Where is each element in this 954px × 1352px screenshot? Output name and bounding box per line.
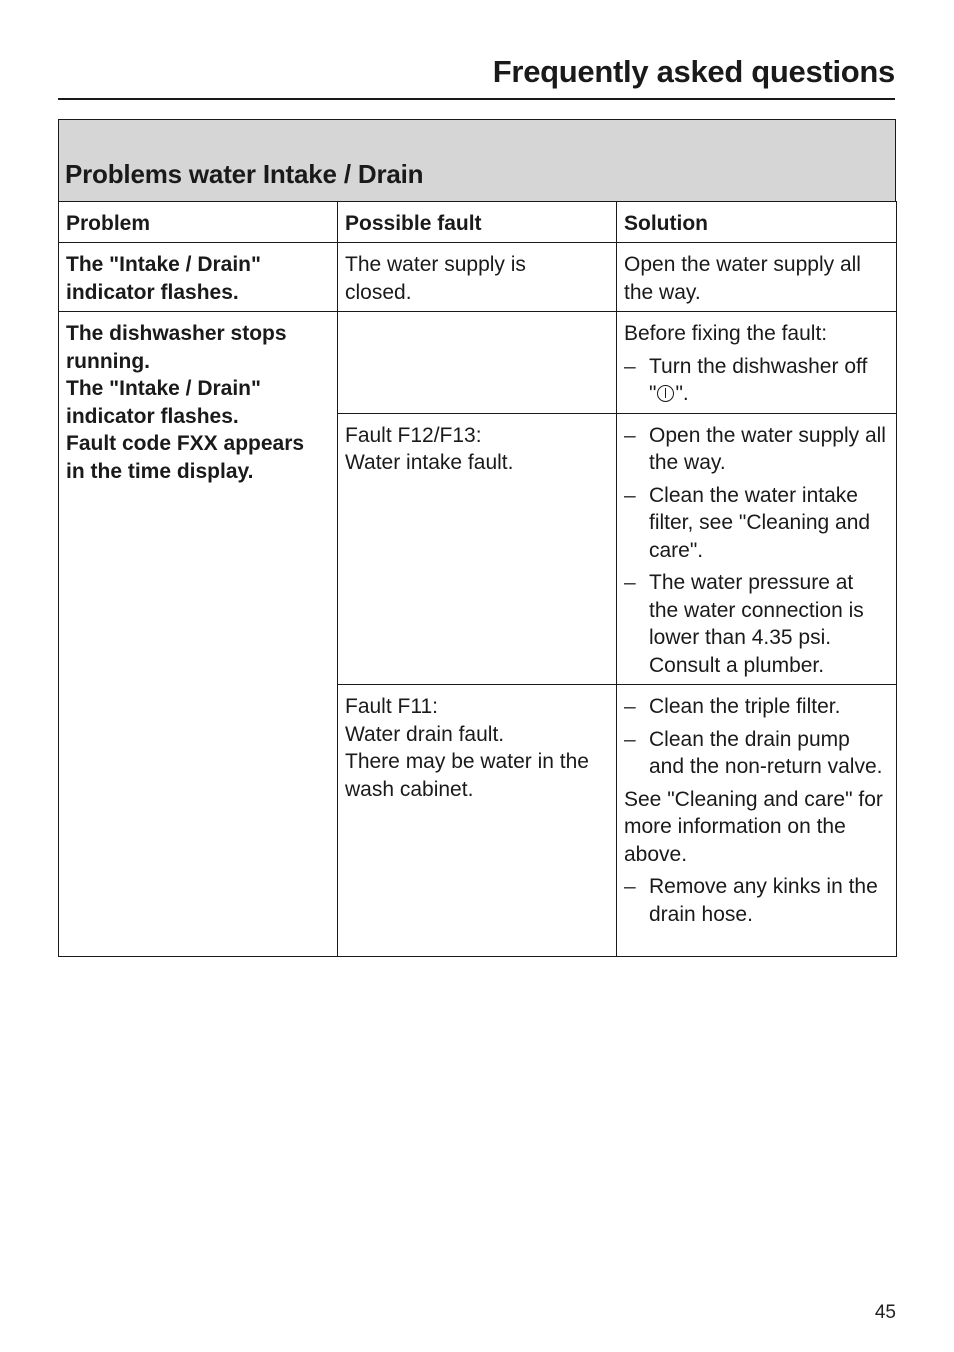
list-item: – Open the water supply all the way. — [624, 422, 888, 477]
fault-text: Water intake fault. — [345, 451, 514, 474]
column-header-possible-fault: Possible fault — [338, 202, 617, 243]
solution-cell — [617, 243, 897, 312]
fault-text: Water drain fault. — [345, 722, 505, 746]
solution-text: the way. — [624, 280, 701, 304]
solution-list — [624, 873, 888, 928]
faq-table — [58, 201, 897, 957]
fault-cell — [338, 243, 617, 312]
section-header-box — [58, 119, 896, 202]
solution-cell — [617, 312, 897, 414]
fault-text: The water supply is — [345, 253, 526, 276]
page-number: 45 — [874, 1302, 896, 1323]
problem-cell — [59, 312, 338, 957]
fault-cell — [338, 685, 617, 957]
fault-text: wash cabinet. — [345, 777, 474, 801]
problem-text: indicator flashes. — [66, 280, 239, 304]
fault-cell-empty — [338, 312, 617, 414]
solution-cell — [617, 685, 897, 957]
column-header-problem: Problem — [59, 202, 338, 243]
fault-text: There may be water in the — [345, 750, 589, 773]
problem-text: The dishwasher stops — [66, 322, 287, 345]
fault-text: Fault F11: — [345, 695, 438, 718]
solution-text: Turn the dishwasher off — [649, 354, 868, 378]
problem-text: The "Intake / Drain" — [66, 253, 261, 276]
problem-cell — [59, 243, 338, 312]
section-heading: Problems water Intake / Drain — [65, 159, 424, 189]
problem-text: running. — [66, 349, 150, 373]
page-title: Frequently asked questions — [492, 54, 895, 89]
solution-note: See "Cleaning and care" for more information on the above. — [624, 787, 883, 866]
solution-list — [624, 422, 888, 680]
list-item: – Clean the drain pump and the non-return valve. — [624, 726, 888, 781]
problem-text: Fault code FXX appears — [66, 432, 305, 455]
solution-cell — [617, 413, 897, 685]
problem-text: The "Intake / Drain" — [66, 377, 261, 400]
table-header-row — [59, 202, 897, 243]
fault-text: closed. — [345, 280, 412, 304]
fault-cell — [338, 413, 617, 685]
solution-text: Open the water supply all — [624, 253, 861, 276]
quote-open: " — [649, 382, 657, 405]
solution-list — [624, 353, 888, 408]
list-item: – Clean the water intake filter, see "Cleaning and care". — [624, 482, 888, 565]
power-off-icon — [657, 385, 674, 402]
list-item: – Remove any kinks in the drain hose. — [624, 873, 888, 928]
list-item: – The water pressure at the water connection is lower than 4.35 psi. Consult a plumber. — [624, 569, 888, 679]
list-item: – Clean the triple filter. — [624, 693, 888, 721]
list-item — [624, 353, 888, 408]
solution-list — [624, 693, 888, 781]
table-row — [59, 243, 897, 312]
solution-intro: Before fixing the fault: — [624, 322, 828, 345]
title-divider — [58, 98, 895, 100]
table-row — [59, 312, 897, 414]
fault-text: Fault F12/F13: — [345, 423, 482, 447]
problem-text: indicator flashes. — [66, 404, 239, 428]
problem-text: in the time display. — [66, 459, 254, 483]
column-header-solution: Solution — [617, 202, 897, 243]
quote-close: ". — [675, 382, 689, 405]
